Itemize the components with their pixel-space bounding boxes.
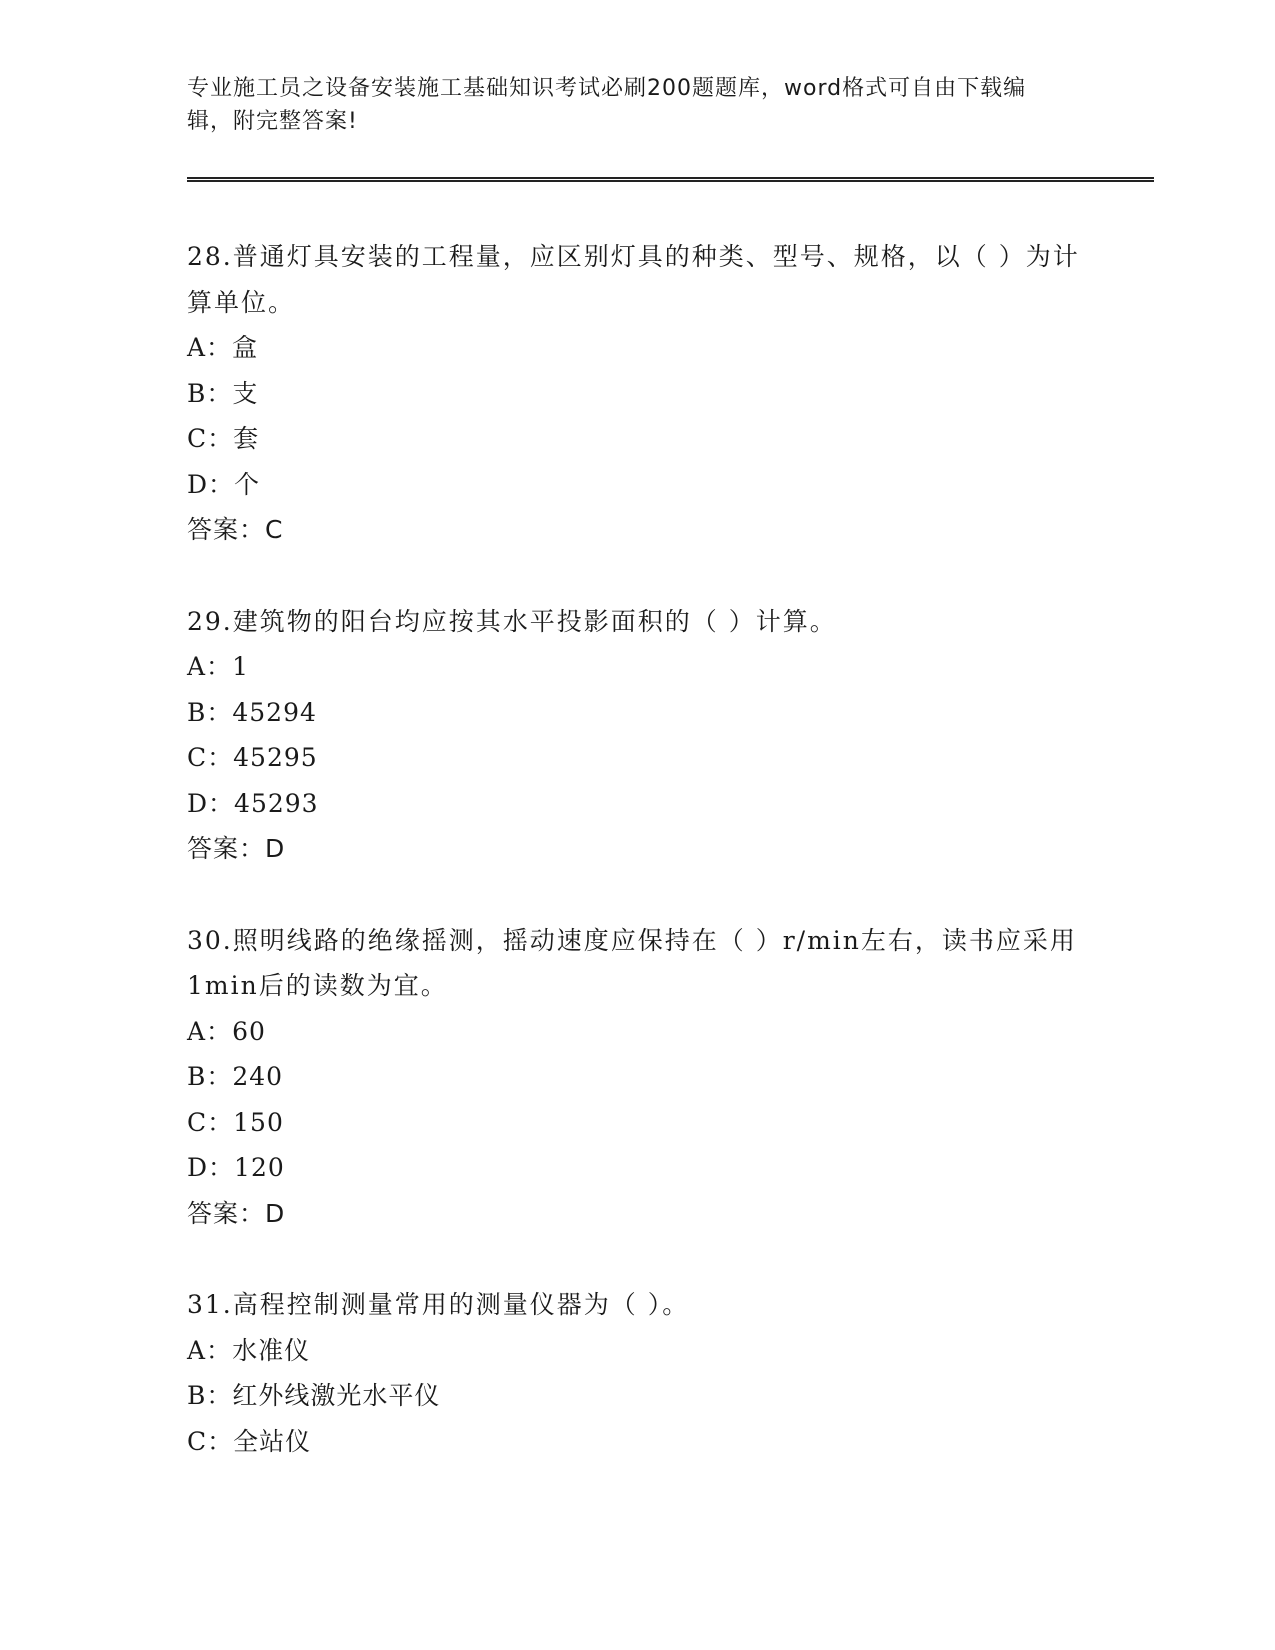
option-text: 盒	[232, 333, 259, 362]
option-key: A：	[187, 652, 233, 681]
option-text: 全站仪	[233, 1426, 312, 1456]
option-key: B：	[187, 378, 233, 408]
question-30	[187, 918, 1087, 1237]
option-text: 45293	[234, 788, 319, 818]
option-key: B：	[187, 1381, 233, 1410]
option-c	[187, 1100, 1087, 1146]
option-text: 1	[232, 652, 249, 681]
option-key: D：	[187, 469, 235, 499]
option-a	[187, 325, 1087, 371]
option-text: 45294	[232, 697, 317, 727]
option-key: C：	[187, 424, 234, 453]
question-stem: 29.建筑物的阳台均应按其水平投影面积的（ ）计算。	[187, 606, 837, 636]
option-text: 150	[233, 1107, 284, 1137]
answer-line: 答案：D	[187, 834, 286, 863]
option-d	[187, 462, 1087, 508]
option-text: 个	[234, 469, 261, 499]
question-stem: 28.普通灯具安装的工程量，应区别灯具的种类、型号、规格，以（ ）为计算单位。	[187, 242, 1080, 317]
option-key: A：	[187, 333, 233, 362]
option-key: B：	[187, 697, 233, 727]
question-28	[187, 234, 1087, 553]
option-key: C：	[187, 1426, 234, 1456]
option-b	[187, 371, 1087, 417]
option-key: C：	[187, 1107, 234, 1137]
option-c	[187, 1419, 1087, 1465]
question-stem: 30.照明线路的绝缘摇测，摇动速度应保持在（ ）r/min左右，读书应采用1min后的读数为宜。	[187, 925, 1077, 1000]
option-a	[187, 1328, 1087, 1374]
option-a	[187, 1009, 1087, 1055]
document-header	[187, 72, 1067, 138]
question-29	[187, 599, 1087, 872]
option-key: A：	[187, 1016, 233, 1046]
option-text: 支	[232, 378, 259, 408]
option-text: 套	[233, 424, 260, 453]
option-b	[187, 1373, 1087, 1419]
option-key: D：	[187, 788, 235, 818]
option-text: 60	[232, 1016, 266, 1046]
option-c	[187, 735, 1087, 781]
option-a	[187, 644, 1087, 690]
option-text: 水准仪	[232, 1335, 311, 1365]
option-text: 120	[234, 1153, 285, 1182]
option-text: 红外线激光水平仪	[232, 1381, 441, 1410]
header-divider	[187, 177, 1154, 182]
option-key: D：	[187, 1153, 235, 1182]
question-31	[187, 1282, 1087, 1464]
answer-line: 答案：C	[187, 515, 284, 544]
option-text: 45295	[233, 743, 318, 772]
option-c	[187, 416, 1087, 462]
question-list	[187, 234, 1087, 1510]
answer-line: 答案：D	[187, 1198, 286, 1228]
option-key: C：	[187, 743, 234, 772]
document-title: 专业施工员之设备安装施工基础知识考试必刷200题题库，word格式可自由下载编辑，附完整答案!	[187, 76, 1027, 134]
question-stem: 31.高程控制测量常用的测量仪器为（ ）。	[187, 1290, 690, 1319]
option-text: 240	[232, 1062, 284, 1091]
option-d	[187, 1145, 1087, 1191]
option-b	[187, 690, 1087, 736]
option-key: B：	[187, 1062, 233, 1091]
option-key: A：	[187, 1335, 233, 1365]
option-b	[187, 1054, 1087, 1100]
option-d	[187, 781, 1087, 827]
